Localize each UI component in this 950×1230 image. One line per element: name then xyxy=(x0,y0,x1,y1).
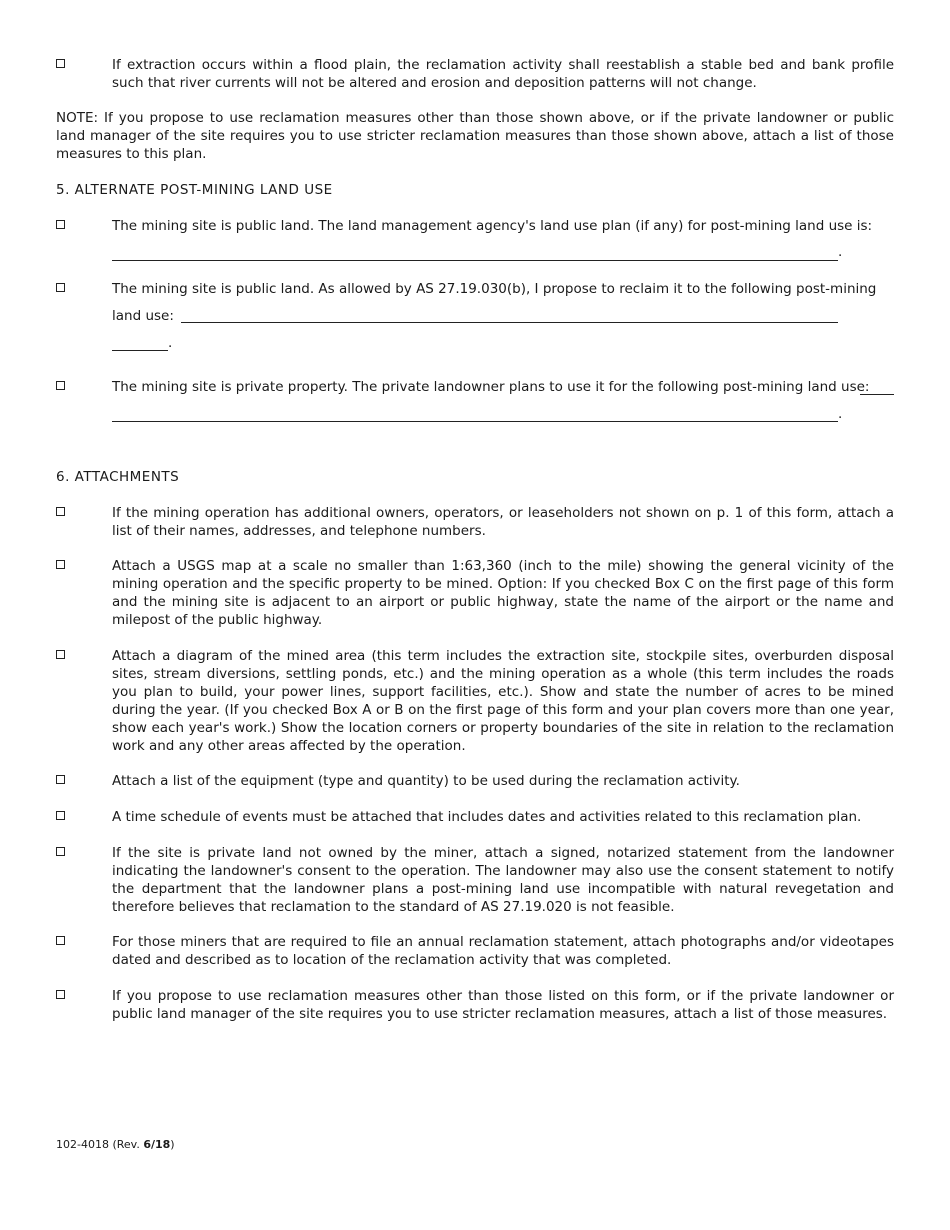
attachment-text-6: If the site is private land not owned by the miner, attach a signed, notarized statement from the landowner indicating the landowner's consent to the operation. The landowner may also use the consent statement to notify the department that the landowner plans a post-mining land use incompatible with natural revegetation and therefore believes that reclamation to the standard of AS 27.19.020 is not feasible. xyxy=(112,845,894,915)
period: . xyxy=(838,244,843,260)
period: . xyxy=(838,406,843,422)
land-use-option-2-checkbox[interactable] xyxy=(56,283,65,292)
note-paragraph: NOTE: If you propose to use reclamation measures other than those shown above, or if the private landowner or public land manager of the site requires you to use stricter reclamation measures than those shown above, attach a list of those measures to this plan. xyxy=(56,110,894,162)
footer-close: ) xyxy=(170,1138,175,1151)
attachment-checkbox-1[interactable] xyxy=(56,507,65,516)
land-use-option-3-line-1[interactable] xyxy=(860,394,894,395)
form-number: 102-4018 (Rev. xyxy=(56,1138,144,1151)
attachment-item xyxy=(56,808,894,826)
form-footer xyxy=(56,1136,175,1154)
land-use-option-3 xyxy=(56,378,894,396)
section-6-heading: 6. ATTACHMENTS xyxy=(56,469,180,485)
attachment-text-8: If you propose to use reclamation measures other than those listed on this form, or if the private landowner or public land manager of the site requires you to use stricter reclamation measures, attach a list of those measures. xyxy=(112,988,894,1022)
section-5-heading: 5. ALTERNATE POST-MINING LAND USE xyxy=(56,182,333,198)
attachment-checkbox-3[interactable] xyxy=(56,650,65,659)
attachment-text-4: Attach a list of the equipment (type and quantity) to be used during the reclamation activity. xyxy=(112,773,740,789)
land-use-option-2-label: land use: xyxy=(112,308,174,324)
attachment-item xyxy=(56,933,894,969)
attachment-text-5: A time schedule of events must be attached that includes dates and activities related to this reclamation plan. xyxy=(112,809,862,825)
attachment-text-3: Attach a diagram of the mined area (this term includes the extraction site, stockpile sites, overburden disposal sites, stream diversions, settling ponds, etc.) and the mining operation as a whole (this term includes the roads you plan to build, your power lines, support facilities, etc.). Show and state the number of acres to be mined during the year. (If you checked Box A or B on the first page of this form and your plan covers more than one year, show each year's work.) Show the location corners or property boundaries of the site in relation to the reclamation work and any other areas affected by the operation. xyxy=(112,648,894,754)
attachment-checkbox-6[interactable] xyxy=(56,847,65,856)
attachment-text-1: If the mining operation has additional owners, operators, or leaseholders not shown on p. 1 of this form, attach a list of their names, addresses, and telephone numbers. xyxy=(112,505,894,539)
attachment-checkbox-4[interactable] xyxy=(56,775,65,784)
attachment-text-7: For those miners that are required to file an annual reclamation statement, attach photographs and/or videotapes dated and described as to location of the reclamation activity that was completed. xyxy=(112,934,894,968)
flood-plain-text: If extraction occurs within a flood plain, the reclamation activity shall reestablish a stable bed and bank profile such that river currents will not be altered and erosion and deposition patterns will not change. xyxy=(112,57,894,91)
attachment-item xyxy=(56,504,894,540)
attachment-item xyxy=(56,987,894,1023)
attachment-item xyxy=(56,844,894,916)
revision-date: 6/18 xyxy=(143,1138,171,1151)
land-use-option-2 xyxy=(56,280,894,298)
attachment-item xyxy=(56,772,894,790)
land-use-option-2-text: The mining site is public land. As allowed by AS 27.19.030(b), I propose to reclaim it to the following post-mining xyxy=(112,281,877,297)
attachment-text-2: Attach a USGS map at a scale no smaller than 1:63,360 (inch to the mile) showing the general vicinity of the mining operation and the specific property to be mined. Option: If you checked Box C on the first page of this form and the mining site is adjacent to an airport or public highway, state the name of the airport or the name and milepost of the public highway. xyxy=(112,558,894,628)
flood-plain-checkbox[interactable] xyxy=(56,59,65,68)
land-use-option-1-text: The mining site is public land. The land management agency's land use plan (if any) for post-mining land use is: xyxy=(112,218,873,234)
land-use-option-2-line-1[interactable] xyxy=(181,322,838,323)
land-use-option-3-text: The mining site is private property. The private landowner plans to use it for the following post-mining land use: xyxy=(112,379,870,395)
land-use-option-2-line-2[interactable] xyxy=(112,350,168,351)
land-use-option-1 xyxy=(56,217,894,235)
land-use-option-3-checkbox[interactable] xyxy=(56,381,65,390)
attachment-checkbox-2[interactable] xyxy=(56,560,65,569)
attachment-checkbox-7[interactable] xyxy=(56,936,65,945)
attachment-checkbox-5[interactable] xyxy=(56,811,65,820)
attachment-item xyxy=(56,557,894,629)
land-use-option-3-line-2[interactable] xyxy=(112,421,838,422)
land-use-option-1-checkbox[interactable] xyxy=(56,220,65,229)
attachment-item xyxy=(56,647,894,755)
attachment-checkbox-8[interactable] xyxy=(56,990,65,999)
period: . xyxy=(168,335,173,351)
flood-plain-item xyxy=(56,56,894,92)
land-use-option-1-line[interactable] xyxy=(112,260,838,261)
